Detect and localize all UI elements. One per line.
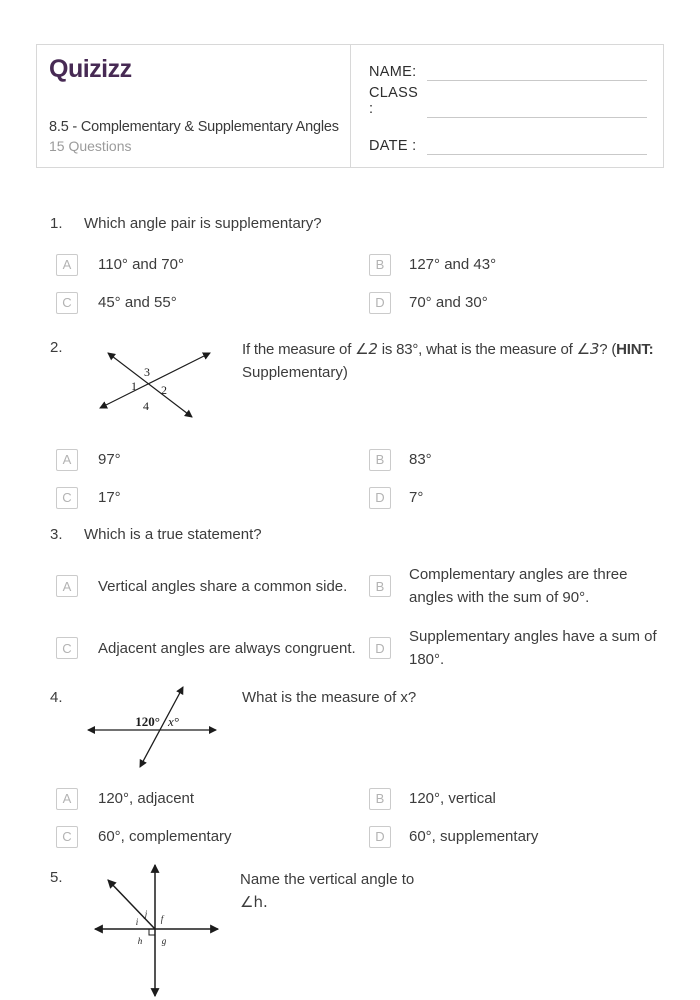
question-4-number: 4. <box>50 689 63 706</box>
option-text: 127° and 43° <box>409 256 497 273</box>
header-fields-section <box>351 45 663 167</box>
date-label: DATE : <box>369 138 417 154</box>
name-blank-line <box>427 60 647 81</box>
option-text: 45° and 55° <box>98 294 177 311</box>
option-d <box>369 291 664 314</box>
quizizz-logo: Quizizz <box>49 55 132 83</box>
name-field-row <box>369 55 647 81</box>
transversal-angle-figure <box>84 679 234 779</box>
option-text: 60°, complementary <box>98 828 232 845</box>
option-c <box>56 825 369 848</box>
line-bottomleft-topright <box>100 353 210 408</box>
option-letter-box: B <box>369 788 391 810</box>
option-letter-box: A <box>56 449 78 471</box>
option-b <box>369 787 664 810</box>
120-degree-label: 120° <box>135 714 160 729</box>
option-c <box>56 291 369 314</box>
option-a <box>56 253 369 276</box>
option-c <box>56 625 369 671</box>
option-text: 60°, supplementary <box>409 828 539 845</box>
date-blank-line <box>427 134 647 155</box>
option-text: Vertical angles share a common side. <box>98 577 348 595</box>
intersecting-lines-figure <box>84 340 234 432</box>
angle-f-label: f <box>160 914 164 924</box>
angle-3-label: 3 <box>144 365 150 379</box>
class-field-row <box>369 85 647 118</box>
question-1-number: 1. <box>50 215 63 232</box>
header-card <box>36 44 664 168</box>
question-4 <box>50 679 664 848</box>
question-2 <box>50 338 664 509</box>
angle-1-label: 1 <box>131 379 137 393</box>
option-text: 120°, adjacent <box>98 790 195 807</box>
option-a <box>56 563 369 609</box>
option-text: Adjacent angles are always congruent. <box>98 639 356 657</box>
date-field-row <box>369 129 647 155</box>
option-letter-box: D <box>369 487 391 509</box>
option-b <box>369 563 664 609</box>
vertical-angles-figure <box>84 860 224 1000</box>
option-letter-box: A <box>56 254 78 276</box>
option-letter-box: B <box>369 575 391 597</box>
class-blank-line <box>427 97 647 118</box>
angle-h-label: h <box>137 936 143 946</box>
question-2-options <box>56 448 664 509</box>
question-3-number: 3. <box>50 526 63 543</box>
option-b <box>369 253 664 276</box>
option-d <box>369 486 664 509</box>
option-letter-box: A <box>56 575 78 597</box>
worksheet-title: 8.5 - Complementary & Supplementary Angles <box>49 119 339 135</box>
option-letter-box: D <box>369 292 391 314</box>
option-text: 120°, vertical <box>409 790 496 807</box>
angle-j-label: j <box>144 909 148 919</box>
question-3 <box>50 525 664 671</box>
option-text: 83° <box>409 451 432 468</box>
line-topleft-bottomright <box>108 353 192 417</box>
option-d <box>369 825 664 848</box>
option-letter-box: D <box>369 637 391 659</box>
right-angle-mark <box>149 929 155 935</box>
question-2-text: If the measure of ∠2 is 83°, what is the measure of ∠3? (HINT: Supplementary) <box>242 340 654 381</box>
option-c <box>56 486 369 509</box>
diagonal-ray <box>108 880 155 929</box>
x-degree-label: x° <box>168 714 179 729</box>
option-letter-box: B <box>369 254 391 276</box>
question-2-number: 2. <box>50 339 63 356</box>
question-5 <box>50 860 664 1000</box>
header-left-section <box>37 45 351 167</box>
option-letter-box: A <box>56 788 78 810</box>
option-b <box>369 448 664 471</box>
option-letter-box: C <box>56 826 78 848</box>
option-letter-box: C <box>56 487 78 509</box>
option-letter-box: D <box>369 826 391 848</box>
class-label: CLASS : <box>369 85 419 117</box>
option-text: 97° <box>98 451 121 468</box>
option-d <box>369 625 664 671</box>
option-a <box>56 448 369 471</box>
option-a <box>56 787 369 810</box>
question-1 <box>50 214 664 314</box>
option-text: 17° <box>98 489 121 506</box>
option-text: 110° and 70° <box>98 256 184 273</box>
angle-4-label: 4 <box>143 399 149 413</box>
option-text: 70° and 30° <box>409 294 488 311</box>
name-label: NAME: <box>369 64 417 80</box>
option-text: 7° <box>409 489 424 506</box>
question-5-text: Name the vertical angle to ∠h. <box>240 871 415 911</box>
question-1-text: Which angle pair is supplementary? <box>84 215 322 232</box>
question-4-text: What is the measure of x? <box>242 689 417 706</box>
question-3-text: Which is a true statement? <box>84 526 262 543</box>
header-titles <box>49 117 338 155</box>
angle-2-label: 2 <box>161 383 167 397</box>
angle-g-label: g <box>161 936 167 946</box>
question-5-number: 5. <box>50 869 63 886</box>
option-letter-box: B <box>369 449 391 471</box>
angle-i-label: i <box>135 917 139 927</box>
option-text: Supplementary angles have a sum of 180°. <box>409 628 657 668</box>
question-4-options <box>56 787 664 848</box>
question-3-options <box>56 563 664 671</box>
question-count: 15 Questions <box>49 138 132 154</box>
option-text: Complementary angles are three angles with the sum of 90°. <box>409 566 628 606</box>
option-letter-box: C <box>56 292 78 314</box>
question-1-options <box>56 253 664 314</box>
option-letter-box: C <box>56 637 78 659</box>
